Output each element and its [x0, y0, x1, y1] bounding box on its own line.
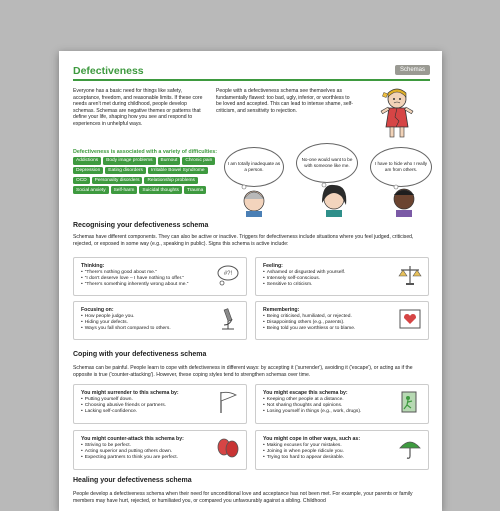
list-item: • Striving to be perfect.: [81, 443, 221, 449]
difficulty-tag: Trauma: [184, 186, 206, 194]
escape-door-icon: [398, 390, 422, 414]
list-item: • Being criticised, humiliated, or rejected.: [263, 314, 403, 320]
box-title: You might cope in other ways, such as:: [263, 436, 361, 442]
category-badge: Schemas: [395, 65, 430, 75]
white-flag-icon: [216, 390, 240, 414]
page-title: Defectiveness: [73, 65, 144, 77]
box-title: Thinking:: [81, 263, 105, 269]
list-item: • Disappointing others (e.g., parents).: [263, 320, 403, 326]
title-divider: [73, 79, 430, 81]
list-item: • Being told you are worthless or to blame.: [263, 326, 403, 332]
list-item: • Hiding your defects.: [81, 320, 221, 326]
list-item: • Choosing abusive friends or partners.: [81, 403, 221, 409]
broken-doll-icon: [377, 87, 417, 141]
list-item: • Acting superior and putting others down.: [81, 449, 221, 455]
recognising-heading: Recognising your defectiveness schema: [73, 222, 209, 229]
boxing-gloves-icon: [216, 436, 240, 460]
feeling-box: [255, 257, 429, 296]
thought-bubble: I have to hide who I really am from others.: [370, 147, 432, 187]
svg-text:#?!: #?!: [223, 271, 233, 277]
list-item: • Putting yourself down.: [81, 397, 221, 403]
box-title: You might counter-attack this schema by:: [81, 436, 184, 442]
difficulty-tag: Eating disorders: [105, 167, 146, 175]
difficulty-tag: Depression: [73, 167, 103, 175]
remembering-box: [255, 301, 429, 340]
people-illustration: [224, 147, 434, 215]
scales-icon: [398, 263, 422, 287]
difficulty-tag: Irritable Bowel Syndrome: [148, 167, 208, 175]
faces-icon: [224, 177, 434, 217]
list-item: • “I don't deserve love – I have nothing to offer.”: [81, 276, 221, 282]
coping-text: Schemas can be painful. People learn to cope with defectiveness in different ways: by accepting it ('surrender'), avoiding it ('escape'), or acting as if the opposite is true ('counter-attacking'). However, these coping styles tend to strengthen schemas over time.: [73, 365, 413, 378]
healing-text: People develop a defectiveness schema when their need for unconditional love and acceptance has not been met. For example, your parents or family members may have hurt, rejected, or humiliated you, or compared you unfavourably against a sibling. Childhood: [73, 491, 413, 504]
difficulty-tag: OCD: [73, 177, 90, 185]
difficulty-tag: Suicidal thoughts: [139, 186, 182, 194]
microscope-icon: [216, 307, 240, 331]
difficulty-tag: Burnout: [158, 157, 181, 165]
list-item: • Joining in when people ridicule you.: [263, 449, 403, 455]
coping-heading: Coping with your defectiveness schema: [73, 351, 207, 358]
thinking-box: [73, 257, 247, 296]
list-item: • How people judge you.: [81, 314, 221, 320]
list-item: • Trying too hard to appear desirable.: [263, 455, 403, 461]
difficulty-tag: Self-harm: [111, 186, 138, 194]
list-item: • Expecting partners to think you are perfect.: [81, 455, 221, 461]
list-item: • “There's something inherently wrong about me.”: [81, 282, 221, 288]
list-item: • Losing yourself in things (e.g., work, drugs).: [263, 409, 403, 415]
box-title: You might surrender to this schema by:: [81, 390, 179, 396]
recognising-text: Schemas have different components. They can also be active or inactive. Triggers for defectiveness include situations where you feel judged, criticised, rejected, or exposed in some way (e.g., speaking in public). Signs this schema is active include:: [73, 234, 414, 247]
worksheet-page: [59, 51, 442, 511]
escape-box: [255, 384, 429, 424]
surrender-box: [73, 384, 247, 424]
difficulty-tags: [73, 157, 223, 194]
other-coping-box: [255, 430, 429, 470]
thought-bubble: I am totally inadequate as a person.: [224, 147, 284, 187]
list-item: • “There's nothing good about me.”: [81, 270, 221, 276]
box-title: Remembering:: [263, 307, 300, 313]
counter-attack-box: [73, 430, 247, 470]
list-item: • Not sharing thoughts and opinions.: [263, 403, 403, 409]
list-item: • Ashamed or disgusted with yourself.: [263, 270, 403, 276]
difficulty-tag: Chronic pain: [182, 157, 215, 165]
healing-heading: Healing your defectiveness schema: [73, 477, 192, 484]
difficulty-tag: Personality disorders: [92, 177, 143, 185]
thought-bubble: No-one would want to be with someone like me.: [296, 143, 358, 183]
difficulty-tag: Relationship problems: [144, 177, 197, 185]
list-item: • Ways you fall short compared to others.: [81, 326, 221, 332]
difficulty-tag: Addictions: [73, 157, 101, 165]
difficulty-tag: Social anxiety: [73, 186, 109, 194]
list-item: • Intensely self-conscious.: [263, 276, 403, 282]
list-item: • Keeping other people at a distance.: [263, 397, 403, 403]
umbrella-icon: [398, 436, 422, 460]
heart-photo-icon: [398, 307, 422, 331]
intro-left-text: Everyone has a basic need for things like safety, acceptance, freedom, and reasonable limits. If these core needs aren't met during childhood, people develop schemas. Schemas are negative themes or patterns that define your life, shaping how you see and respond to experiences in unhelpful ways.: [73, 88, 203, 127]
box-title: Focusing on:: [81, 307, 114, 313]
intro-right-text: People with a defectiveness schema see themselves as fundamentally flawed: too bad, ugly, inferior, or worthless to be loved and accepted. This can lead to intense shame, self-criticism, and sensitivity to rejection.: [216, 88, 353, 114]
list-item: • Making excuses for your mistakes.: [263, 443, 403, 449]
box-title: Feeling:: [263, 263, 283, 269]
thought-bubble-icon: [216, 263, 240, 287]
list-item: • Sensitive to criticism.: [263, 282, 403, 288]
list-item: • Lacking self-confidence.: [81, 409, 221, 415]
focusing-box: [73, 301, 247, 340]
associated-difficulties-title: Defectiveness is associated with a variety of difficulties:: [73, 149, 218, 155]
box-title: You might escape this schema by:: [263, 390, 348, 396]
difficulty-tag: Body image problems: [103, 157, 155, 165]
